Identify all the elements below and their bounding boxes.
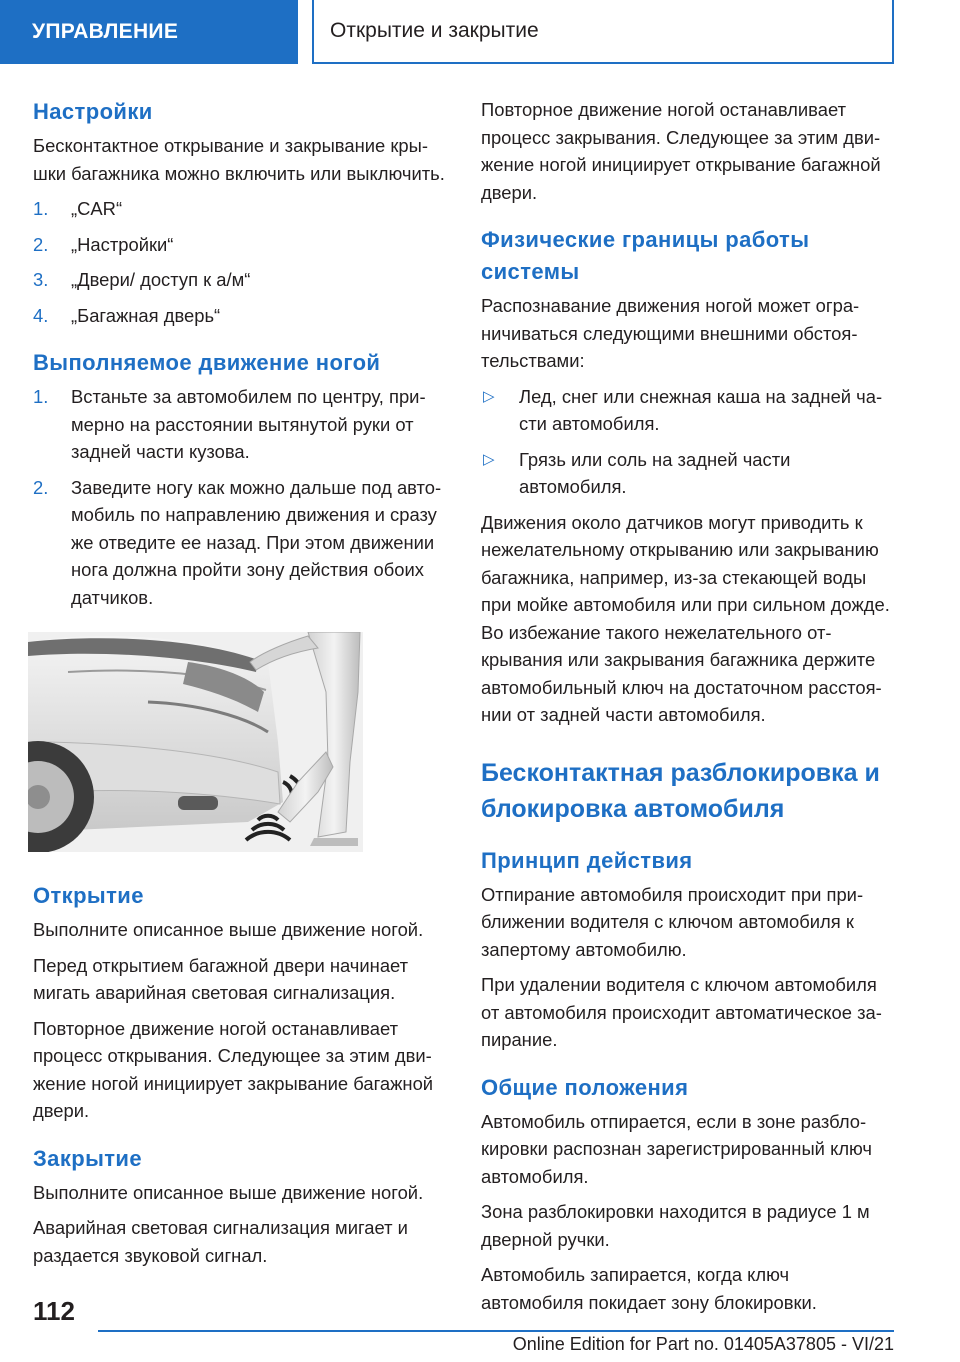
general-text-1: Автомобиль отпирается, если в зоне разблокировки распознан зарегистрированный ключ автомобиля. <box>481 1110 873 1187</box>
bullet-text: Грязь или соль на задней части автомобиля. <box>519 448 791 497</box>
header-section-tab: УПРАВЛЕНИЕ <box>0 0 298 64</box>
right-column <box>481 96 893 1324</box>
step-text: Заведите ногу как можно дальше под автомобиль по направлению движения и сразу же отведите ее назад. При этом движении нога должна пройти зону действия обоих датчиков. <box>71 476 442 608</box>
step-number: 1. <box>33 386 49 407</box>
opening-heading: Открытие <box>33 883 144 908</box>
closing-continuation-text: Повторное движение ногой останавливает процесс закрывания. Следующее за этим движение ногой инициирует открывание багажной двери. <box>481 99 881 203</box>
step-number: 4. <box>33 304 49 326</box>
principle-section <box>481 845 893 1054</box>
footer-divider <box>98 1330 894 1332</box>
list-item <box>33 195 445 223</box>
principle-text-2: При удалении водителя с ключом автомобиля от автомобиля происходит автоматическое запирание. <box>481 974 882 1050</box>
list-item <box>33 266 445 294</box>
opening-text-1: Выполните описанное выше движение ногой. <box>33 919 424 940</box>
step-number: 3. <box>33 269 49 290</box>
movement-steps <box>33 383 445 611</box>
limits-text-2: Движения около датчиков могут приводить к нежелательному открыванию или закрыванию багажника, например, из-за стекающей воды при мойке автомобиля или при сильном дожде. Во избежание такого нежелательного открывания или закрывания багажника держите автомобильный ключ на достаточном расстоянии от задней части автомобиля. <box>481 511 890 725</box>
general-section <box>481 1072 893 1317</box>
principle-heading: Принцип действия <box>481 847 693 873</box>
general-text-3: Автомобиль запирается, когда ключ автомобиля покидает зону блокировки. <box>481 1264 817 1313</box>
limits-bullets <box>481 383 893 501</box>
limits-heading: Физические границы работы системы <box>481 227 810 284</box>
list-item <box>33 474 445 612</box>
limits-text: Распознавание движения ногой может ограничиваться следующими внешними обстоятельствами: <box>481 295 860 371</box>
list-item <box>481 383 893 438</box>
general-heading: Общие положения <box>481 1074 689 1100</box>
list-item <box>33 302 445 330</box>
settings-section <box>33 96 445 329</box>
opening-section <box>33 880 445 1125</box>
closing-section <box>33 1143 445 1270</box>
foot-gesture-illustration <box>28 632 363 852</box>
keyless-section <box>481 755 893 827</box>
left-column-lower <box>33 880 445 1277</box>
footer-edition-text: Online Edition for Part no. 01405A37805 - VI/21 <box>512 1334 894 1354</box>
keyless-heading: Бесконтактная разблокировка и блокировка автомобиля <box>481 758 880 823</box>
movement-heading: Выполняемое движение ногой <box>33 350 381 375</box>
bullet-text: Лед, снег или снежная каша на задней части автомобиля. <box>519 385 883 434</box>
step-text: „CAR“ <box>71 198 123 219</box>
left-column <box>33 96 445 619</box>
closing-text-1: Выполните описанное выше движение ногой. <box>33 1181 424 1203</box>
settings-heading: Настройки <box>33 99 153 124</box>
step-text: „Двери/ доступ к а/м“ <box>71 269 251 290</box>
list-item <box>33 231 445 259</box>
opening-text-3: Повторное движение ногой останавливает процесс открывания. Следующее за этим движение ногой инициирует закрывание багажной двери. <box>33 1017 434 1121</box>
movement-section <box>33 347 445 611</box>
settings-text: Бесконтактное открывание и закрывание крышки багажника можно включить или выключить. <box>33 135 445 184</box>
closing-text-2: Аварийная световая сигнализация мигает и раздается звуковой сигнал. <box>33 1217 408 1266</box>
triangle-bullet-icon: ▷ <box>483 450 495 468</box>
step-number: 1. <box>33 198 49 219</box>
triangle-bullet-icon: ▷ <box>483 387 495 405</box>
step-number: 2. <box>33 476 49 498</box>
limits-section <box>481 224 893 729</box>
step-text: „Багажная дверь“ <box>71 304 221 326</box>
general-text-2: Зона разблокировки находится в радиусе 1 м дверной ручки. <box>481 1201 870 1250</box>
header-chapter-title: Открытие и закрытие <box>312 0 894 64</box>
settings-steps <box>33 195 445 329</box>
car-rear-foot-sensor-icon <box>28 632 363 852</box>
opening-text-2: Перед открытием багажной двери начинает мигать аварийная световая сигнализация. <box>33 954 409 1003</box>
page-number: 112 <box>33 1296 75 1326</box>
closing-heading: Закрытие <box>33 1145 142 1171</box>
list-item <box>481 446 893 501</box>
principle-text-1: Отпирание автомобиля происходит при приближении водителя с ключом автомобиля к запертому автомобилю. <box>481 883 864 960</box>
list-item <box>33 383 445 466</box>
step-text: Встаньте за автомобилем по центру, примерно на расстоянии вытянутой руки от задней части кузова. <box>71 386 426 462</box>
step-text: „Настройки“ <box>71 233 174 255</box>
step-number: 2. <box>33 233 49 255</box>
